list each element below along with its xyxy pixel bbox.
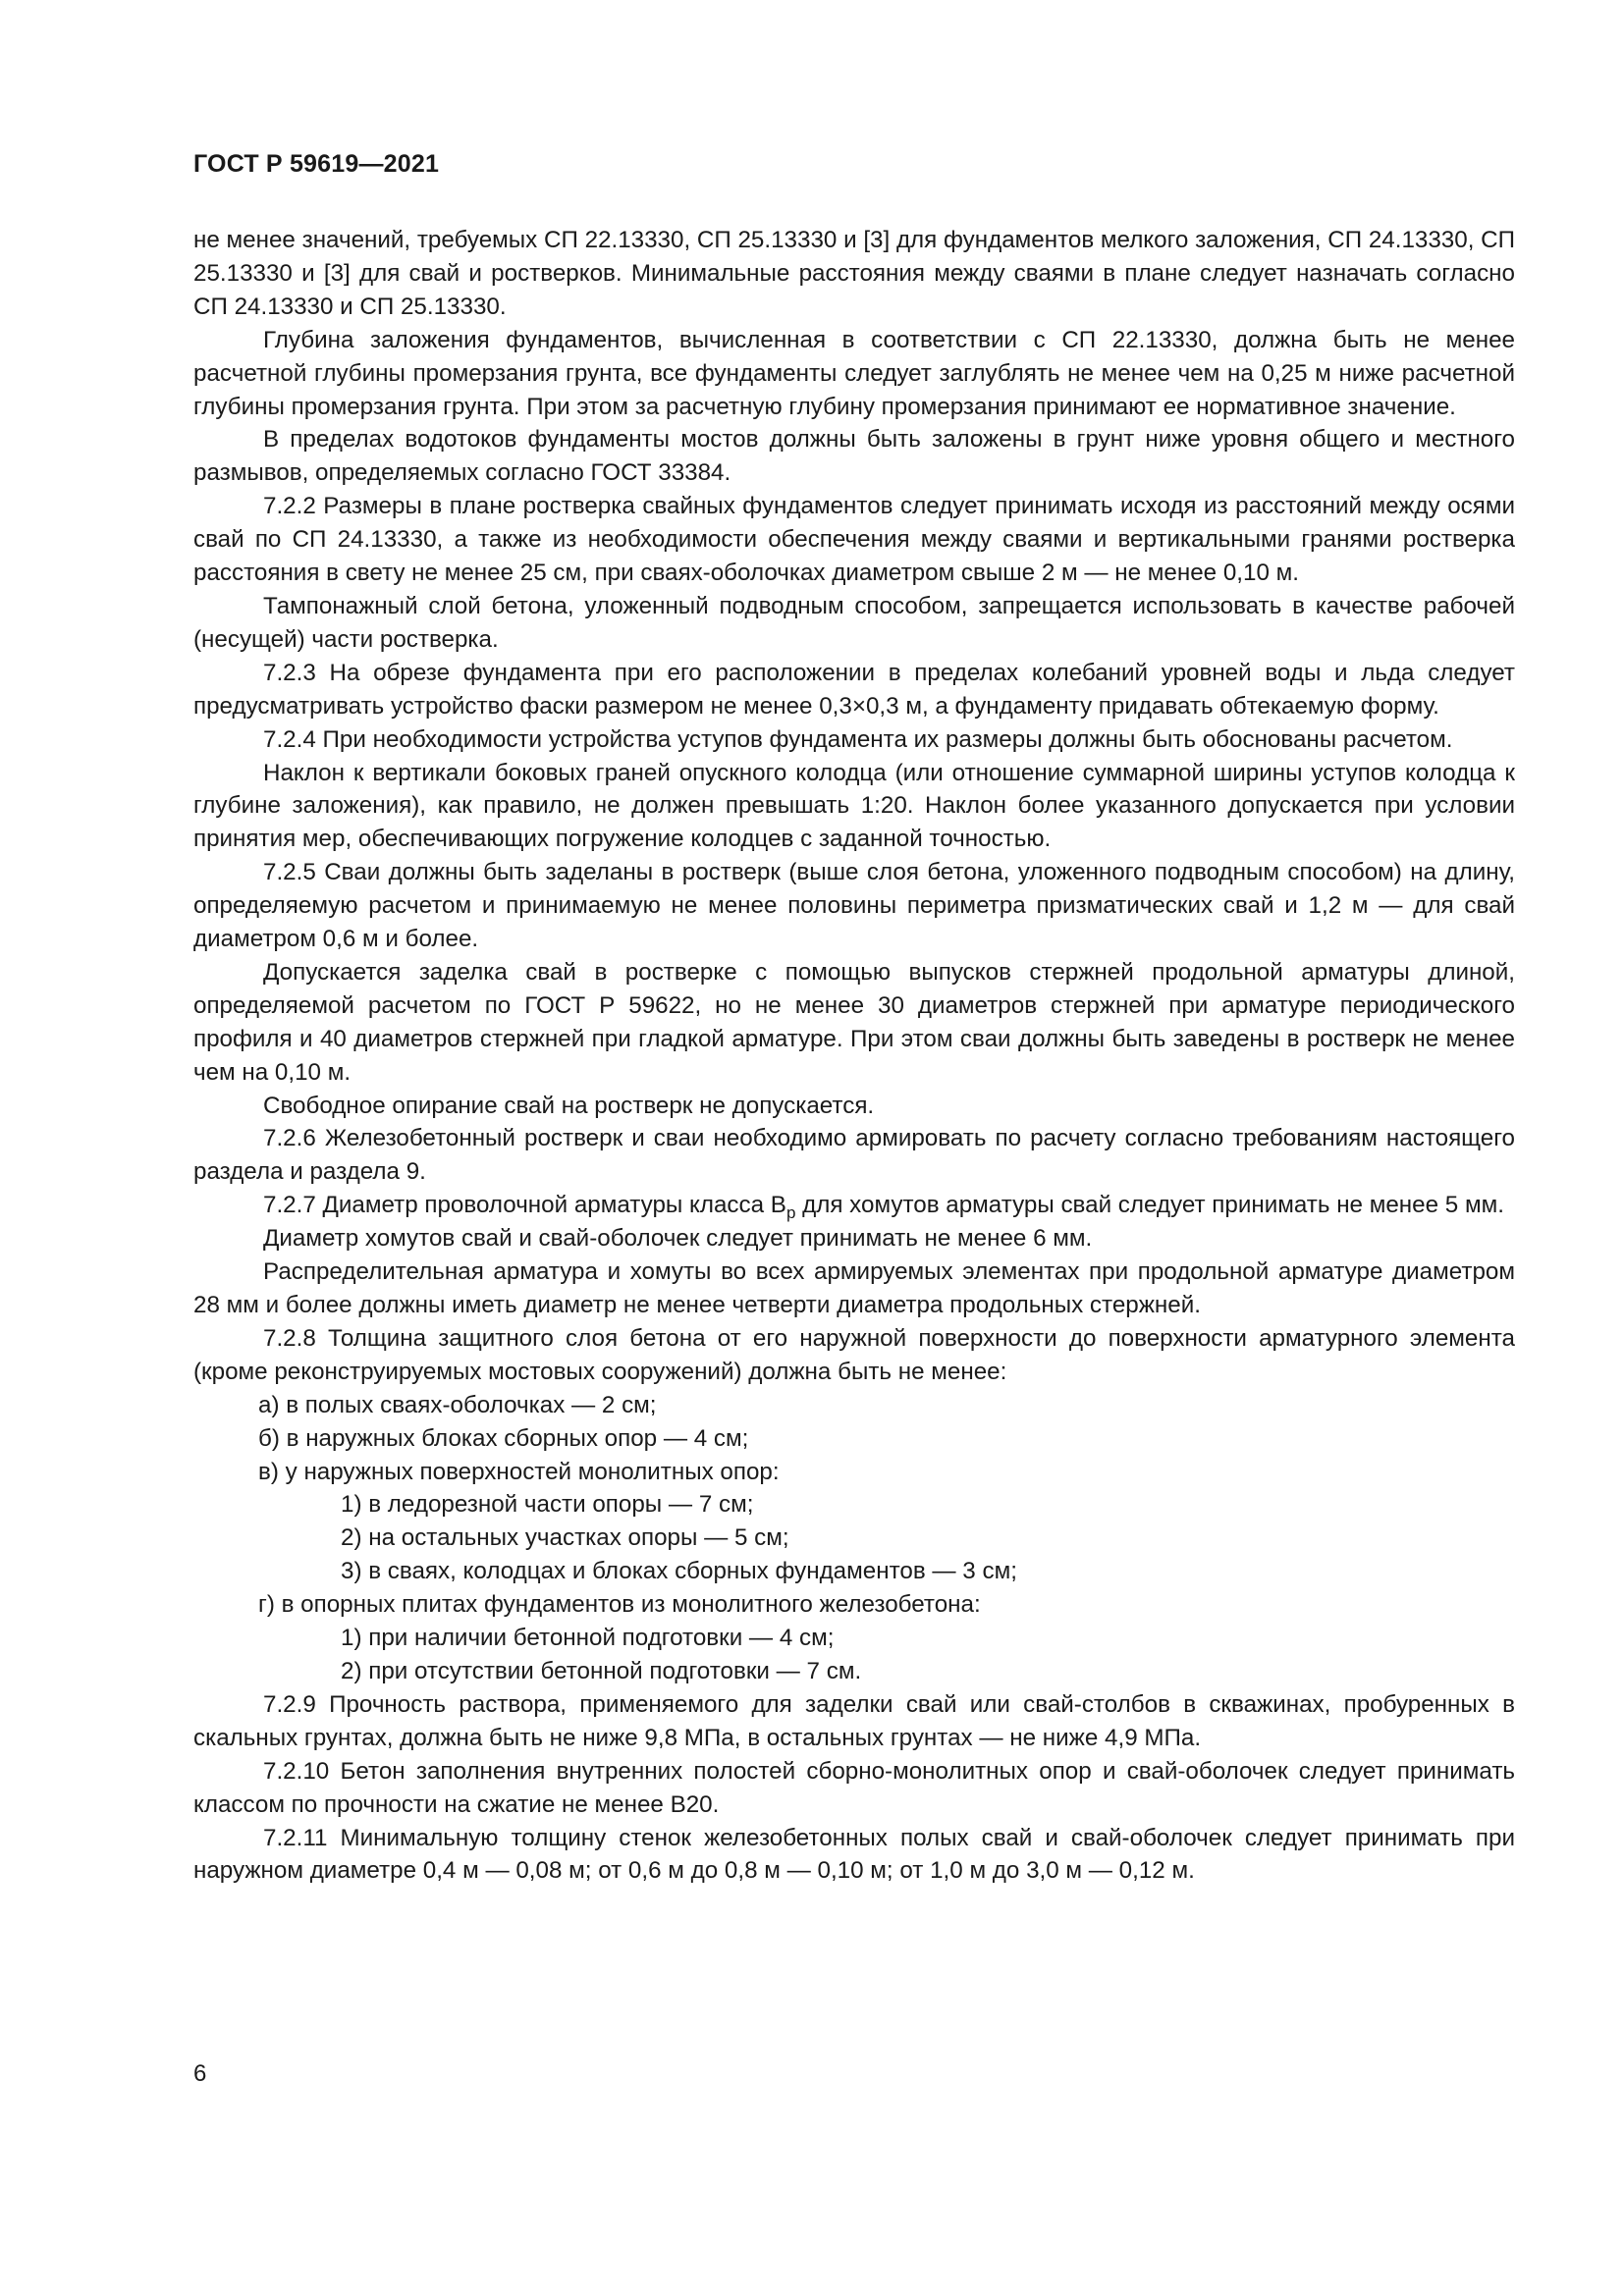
paragraph: Допускается заделка свай в ростверке с помощью выпусков стержней продольной арматуры длиной, определяемой расчетом по ГОСТ Р 59622, но не менее 30 диаметров стержней при арматуре периодического профиля и 40 диаметров стержней при гладкой арматуре. При этом сваи должны быть заведены в ростверк не менее чем на 0,10 м. [193, 958, 1515, 1086]
sub-list-item: 2) при отсутствии бетонной подготовки — 7 см. [341, 1657, 862, 1684]
paragraph: Тампонажный слой бетона, уложенный подводным способом, запрещается использовать в качестве рабочей (несущей) части ростверка. [193, 592, 1515, 653]
paragraph-7-2-9: 7.2.9 Прочность раствора, применяемого для заделки свай или свай-столбов в скважинах, пробуренных в скальных грунтах, должна быть не ниже 9,8 МПа, в остальных грунтах — не ниже 4,9 МПа. [193, 1690, 1515, 1751]
paragraph-7-2-10: 7.2.10 Бетон заполнения внутренних полостей сборно-монолитных опор и свай-оболочек следует принимать классом по прочности на сжатие не менее В20. [193, 1757, 1515, 1818]
paragraph-7-2-5: 7.2.5 Сваи должны быть заделаны в ростверк (выше слоя бетона, уложенного подводным способом) на длину, определяемую расчетом и принимаемую не менее половины периметра призматических свай и 1,2 м — для свай диаметром 0,6 м и более. [193, 859, 1515, 953]
paragraph: В пределах водотоков фундаменты мостов должны быть заложены в грунт ниже уровня общего и местного размывов, определяемых согласно ГОСТ 33384. [193, 426, 1515, 487]
paragraph: не менее значений, требуемых СП 22.13330, СП 25.13330 и [3] для фундаментов мелкого заложения, СП 24.13330, СП 25.13330 и [3] для свай и ростверков. Минимальные расстояния между сваями в плане следует назначать согласно СП 24.13330 и СП 25.13330. [193, 227, 1515, 320]
sub-list-item: 2) на остальных участках опоры — 5 см; [341, 1524, 789, 1552]
paragraph: Диаметр хомутов свай и свай-оболочек следует принимать не менее 6 мм. [263, 1225, 1093, 1253]
paragraph-text: 7.2.7 Диаметр проволочной арматуры класса В [263, 1192, 786, 1219]
paragraph: Глубина заложения фундаментов, вычисленная в соответствии с СП 22.13330, должна быть не менее расчетной глубины промерзания грунта, все фундаменты следует заглублять не менее чем на 0,25 м ниже расчетной глубины промерзания грунта. При этом за расчетную глубину промерзания принимают ее нормативное значение. [193, 326, 1515, 420]
paragraph-7-2-2: 7.2.2 Размеры в плане ростверка свайных фундаментов следует принимать исходя из расстояний между осями свай по СП 24.13330, а также из необходимости обеспечения между сваями и вертикальными гранями ростверка расстояния в свету не менее 25 см, при сваях-оболочках диаметром свыше 2 м — не менее 0,10 м. [193, 493, 1515, 587]
paragraph-7-2-8: 7.2.8 Толщина защитного слоя бетона от его наружной поверхности до поверхности арматурного элемента (кроме реконструируемых мостовых сооружений) должна быть не менее: [193, 1324, 1515, 1385]
paragraph: Наклон к вертикали боковых граней опускного колодца (или отношение суммарной ширины уступов колодца к глубине заложения), как правило, не должен превышать 1:20. Наклон более указанного допускается при условии принятия мер, обеспечивающих погружение колодцев с заданной точностью. [193, 759, 1515, 853]
document-code-header: ГОСТ Р 59619—2021 [193, 150, 440, 178]
paragraph-7-2-6: 7.2.6 Железобетонный ростверк и сваи необходимо армировать по расчету согласно требованиям настоящего раздела и раздела 9. [193, 1125, 1515, 1186]
list-item: в) у наружных поверхностей монолитных опор: [258, 1458, 780, 1485]
paragraph-7-2-11: 7.2.11 Минимальную толщину стенок железобетонных полых свай и свай-оболочек следует принимать при наружном диаметре 0,4 м — 0,08 м; от 0,6 м до 0,8 м — 0,10 м; от 1,0 м до 3,0 м — 0,12 м. [193, 1824, 1515, 1885]
paragraph: Свободное опирание свай на ростверк не допускается. [263, 1092, 875, 1119]
subscript: р [785, 1203, 796, 1223]
sub-list-item: 1) при наличии бетонной подготовки — 4 см; [341, 1625, 835, 1652]
sub-list-item: 3) в сваях, колодцах и блоках сборных фундаментов — 3 см; [341, 1558, 1017, 1585]
document-body [193, 224, 1515, 1888]
page-number: 6 [193, 2060, 207, 2087]
paragraph-text: для хомутов арматуры свай следует принимать не менее 5 мм. [795, 1192, 1504, 1219]
list-item: а) в полых сваях-оболочках — 2 см; [258, 1391, 657, 1418]
paragraph: Распределительная арматура и хомуты во всех армируемых элементах при продольной арматуре диаметром 28 мм и более должны иметь диаметр не менее четверти диаметра продольных стержней. [193, 1258, 1515, 1318]
paragraph-7-2-3: 7.2.3 На обрезе фундамента при его расположении в пределах колебаний уровней воды и льда следует предусматривать устройство фаски размером не менее 0,3×0,3 м, а фундаменту придавать обтекаемую форму. [193, 659, 1515, 720]
sub-list-item: 1) в ледорезной части опоры — 7 см; [341, 1491, 754, 1519]
paragraph-7-2-4: 7.2.4 При необходимости устройства уступов фундамента их размеры должны быть обоснованы расчетом. [263, 725, 1453, 753]
paragraph-7-2-7 [193, 1189, 1515, 1222]
list-item: г) в опорных плитах фундаментов из монолитного железобетона: [258, 1591, 981, 1619]
list-item: б) в наружных блоках сборных опор — 4 см; [258, 1424, 749, 1452]
